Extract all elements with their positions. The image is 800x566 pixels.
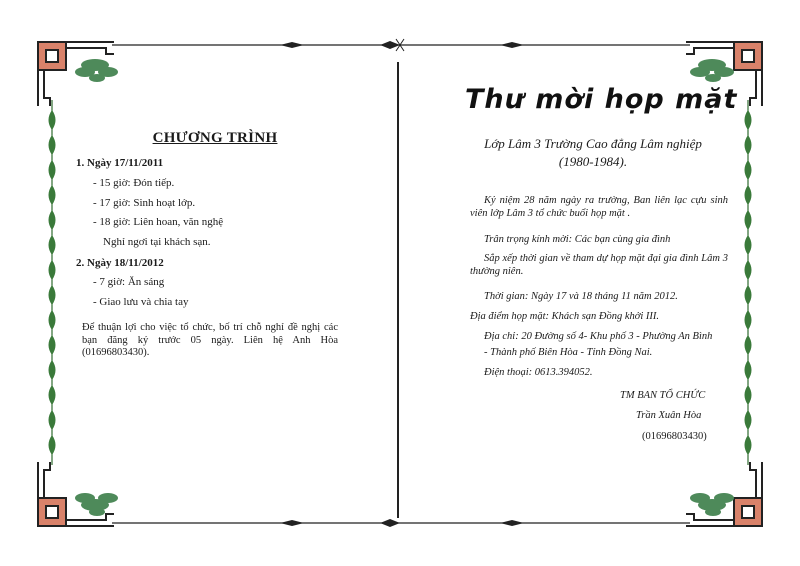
registration-note: Để thuận lợi cho việc tổ chức, bố trí chỗ nghỉ đề nghị các bạn đăng ký trước 05 ngày. Liên hệ Anh Hòa (01696803430). [82,322,338,358]
program-title: CHƯƠNG TRÌNH [152,130,278,146]
anniversary-paragraph: Kỷ niệm 28 năm ngày ra trường, Ban liên lạc cựu sinh viên lớp Lâm 3 tổ chức buổi họp mặt . [470,195,728,219]
day1-item-3: - 18 giờ: Liên hoan, văn nghệ [93,216,224,228]
signer-name: Trần Xuân Hòa [636,410,702,421]
venue-address-2: - Thành phố Biên Hòa - Tỉnh Đồng Nai. [484,347,653,358]
venue-phone: Điện thoại: 0613.394052. [484,367,593,378]
organizing-committee: TM BAN TỔ CHỨC [620,390,706,401]
flower-cluster-top-right [690,59,734,82]
day1-item-1: - 15 giờ: Đón tiếp. [93,177,175,189]
day1-rest: Nghỉ ngơi tại khách sạn. [103,236,211,248]
day2-item-2: - Giao lưu và chia tay [93,296,189,308]
day2-item-1: - 7 giờ: Ăn sáng [93,276,165,288]
flower-cluster-bottom-right [690,493,734,516]
event-time: Thời gian: Ngày 17 và 18 tháng 11 năm 2012. [484,291,678,302]
class-years: (1980-1984). [558,154,628,169]
venue-address-1: Địa chỉ: 20 Đường số 4- Khu phố 3 - Phường An Bình [484,331,713,342]
top-ornament-rule [112,39,690,51]
day2-heading: 2. Ngày 18/11/2012 [76,257,164,269]
class-subtitle: Lớp Lâm 3 Trường Cao đẳng Lâm nghiệp [484,136,702,151]
schedule-paragraph: Sắp xếp thời gian về tham dự họp mặt đại gia đình Lâm 3 thường niên. [470,253,728,277]
bottom-ornament-rule [112,519,690,527]
invitation-title: Thư mời họp mặt [465,84,738,115]
event-venue: Địa điểm họp mặt: Khách sạn Đồng khởi III. [470,311,660,322]
flower-cluster-bottom-left [75,493,118,516]
signer-phone: (01696803430) [642,431,707,442]
day1-item-2: - 17 giờ: Sinh hoạt lớp. [93,197,196,209]
invitation-line: Trân trọng kính mời: Các bạn cùng gia đình [484,234,671,245]
day1-heading: 1. Ngày 17/11/2011 [76,157,164,169]
flower-cluster-top-left [75,59,118,82]
